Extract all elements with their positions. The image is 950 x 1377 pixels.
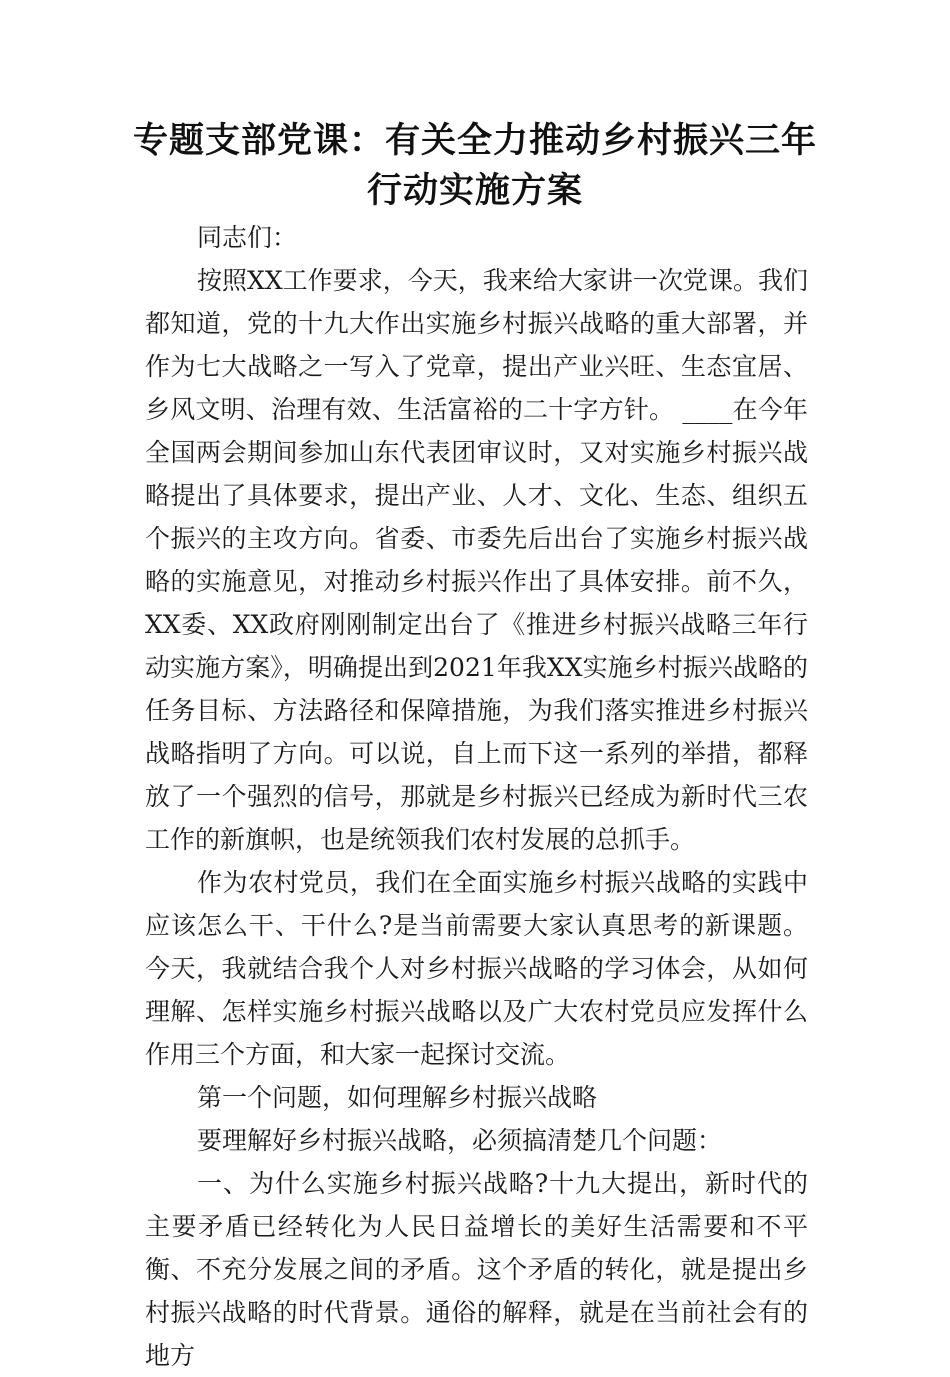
document-body — [145, 216, 808, 1377]
intro-paragraph: 按照XX工作要求，今天，我来给大家讲一次党课。我们都知道，党的十九大作出实施乡村振兴战略的重大部署，并作为七大战略之一写入了党章，提出产业兴旺、生态宜居、乡风文明、治理有效、生活富裕的二十字方针。 ____在今年全国两会期间参加山东代表团审议时，又对实施乡村振兴战略提出了具体要求，提出产业、人才、文化、生态、组织五个振兴的主攻方向。省委、市委先后出台了实施乡村振兴战略的实施意见，对推动乡村振兴作出了具体安排。前不久，XX委、XX政府刚刚制定出台了《推进乡村振兴战略三年行动实施方案》，明确提出到2021年我XX实施乡村振兴战略的任务目标、方法路径和保障措施，为我们落实推进乡村振兴战略指明了方向。可以说，自上而下这一系列的举措，都释放了一个强烈的信号，那就是乡村振兴已经成为新时代三农工作的新旗帜，也是统领我们农村发展的总抓手。 — [145, 266, 808, 854]
section-heading-1: 第一个问题，如何理解乡村振兴战略 — [197, 1083, 598, 1112]
point-one-paragraph: 一、为什么实施乡村振兴战略?十九大提出，新时代的主要矛盾已经转化为人民日益增长的美好生活需要和不平衡、不充分发展之间的矛盾。这个矛盾的转化，就是提出乡村振兴战略的时代背景。通俗的解释，就是在当前社会有的地方 — [145, 1169, 808, 1370]
salutation-paragraph: 同志们： — [197, 223, 298, 252]
purpose-paragraph: 作为农村党员，我们在全面实施乡村振兴战略的实践中应该怎么干、干什么?是当前需要大家认真思考的新课题。今天，我就结合我个人对乡村振兴战略的学习体会，从如何理解、怎样实施乡村振兴战略以及广大农村党员应发挥什么作用三个方面，和大家一起探讨交流。 — [145, 868, 808, 1069]
section-lead-paragraph: 要理解好乡村振兴战略，必须搞清楚几个问题： — [197, 1126, 723, 1155]
document-title: 专题支部党课：有关全力推动乡村振兴三年行动实施方案 — [132, 121, 817, 211]
